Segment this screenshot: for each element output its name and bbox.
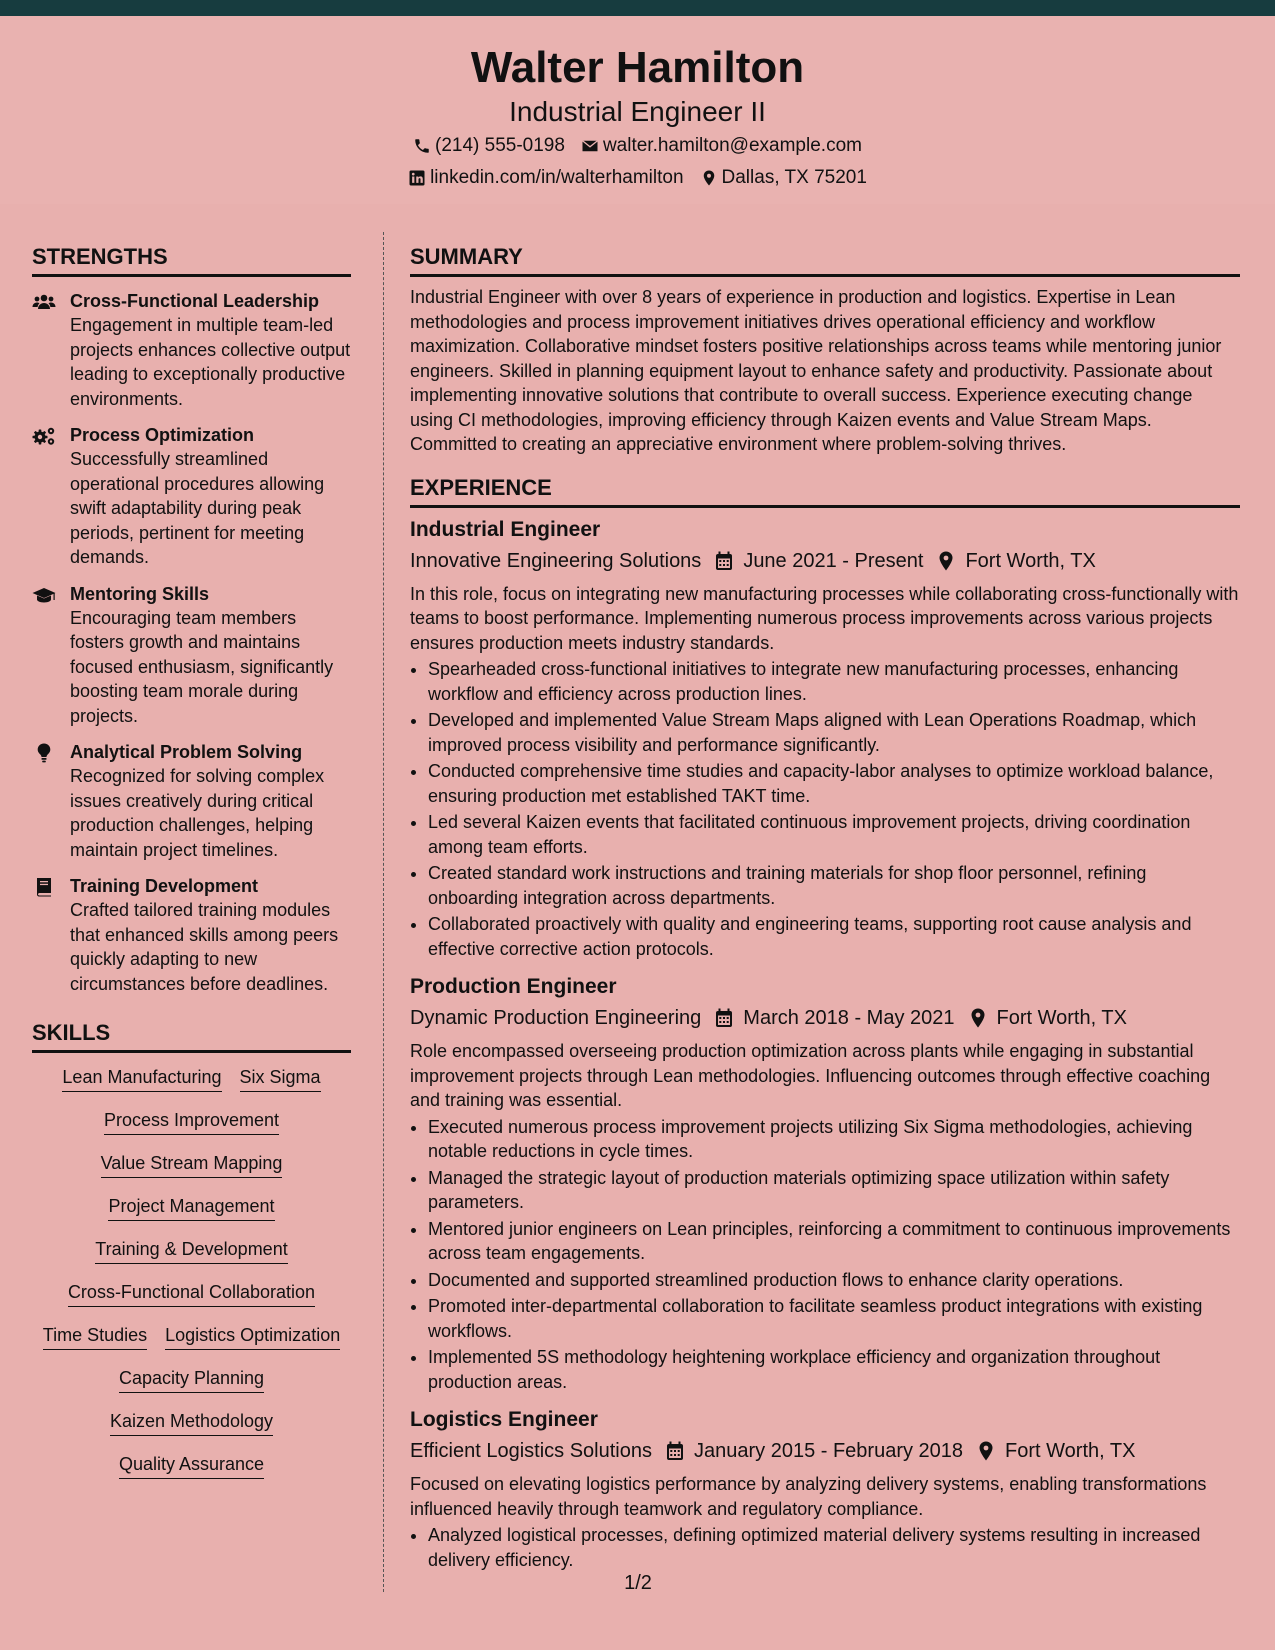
job-entry xyxy=(410,973,1240,1394)
job-bullets xyxy=(410,1523,1240,1572)
skills-list xyxy=(32,1065,351,1479)
skill-tag: Quality Assurance xyxy=(119,1452,264,1479)
calendar-icon xyxy=(666,1441,684,1461)
job-meta xyxy=(410,1436,1240,1466)
contact-row-1 xyxy=(0,133,1275,159)
job-location: Fort Worth, TX xyxy=(996,1007,1127,1029)
strength-desc: Crafted tailored training modules that enhanced skills among peers quickly adapting to new circumstances before deadlines. xyxy=(70,900,339,994)
job-title: Industrial Engineer xyxy=(410,517,601,541)
summary-heading: SUMMARY xyxy=(410,242,1240,277)
users-icon xyxy=(32,292,56,312)
calendar-icon xyxy=(715,551,733,571)
skill-tag: Value Stream Mapping xyxy=(101,1151,283,1178)
job-title: Production Engineer xyxy=(410,975,617,998)
list-item: • Executed numerous process improvement projects utilizing Six Sigma methodologies, achieving notable reductions in cycle times. xyxy=(428,1115,1240,1164)
contact-phone xyxy=(413,133,565,159)
list-item: • Implemented 5S methodology heightening workplace efficiency and organization throughout production areas. xyxy=(428,1345,1240,1394)
lightbulb-icon xyxy=(32,743,56,763)
job-location: Fort Worth, TX xyxy=(1005,1440,1136,1462)
job-meta xyxy=(410,1003,1240,1033)
strengths-heading: STRENGTHS xyxy=(32,242,351,277)
list-item: • Conducted comprehensive time studies and capacity-labor analyses to optimize workload balance, ensuring production met established TAKT time. xyxy=(428,759,1240,808)
skill-tag: Time Studies xyxy=(43,1323,147,1350)
strength-item xyxy=(32,874,351,996)
strength-desc: Encouraging team members fosters growth and maintains focused enthusiasm, significantly boosting team morale during projects. xyxy=(70,607,334,726)
graduation-cap-icon xyxy=(32,585,56,605)
phone-text: (214) 555-0198 xyxy=(435,135,565,156)
strength-title: Cross-Functional Leadership xyxy=(70,291,320,311)
strength-desc: Engagement in multiple team-led projects enhances collective output leading to exceptionally productive environments. xyxy=(70,315,351,409)
experience-heading: EXPERIENCE xyxy=(410,473,1240,508)
top-accent-bar xyxy=(0,0,1275,16)
skill-tag: Six Sigma xyxy=(240,1065,321,1092)
job-title: Logistics Engineer xyxy=(410,1408,598,1431)
list-item: • Collaborated proactively with quality and engineering teams, supporting root cause analysis and effective corrective action protocols. xyxy=(428,912,1240,961)
job-description: Focused on elevating logistics performance by analyzing delivery systems, enabling transformations influenced heavily through teamwork and regulatory compliance. xyxy=(410,1474,1207,1519)
resume-header xyxy=(0,16,1275,204)
contact-row-2 xyxy=(0,165,1275,191)
strength-title: Analytical Problem Solving xyxy=(70,742,303,762)
contact-email[interactable] xyxy=(581,133,862,159)
candidate-name: Walter Hamilton xyxy=(470,43,805,92)
job-meta xyxy=(410,546,1240,576)
strength-desc: Recognized for solving complex issues creatively during critical production challenges, helping maintain project timelines. xyxy=(70,766,325,860)
page-number: 1/2 xyxy=(624,1572,652,1594)
right-column xyxy=(410,242,1240,1574)
job-location: Fort Worth, TX xyxy=(965,549,1096,572)
skills-heading: SKILLS xyxy=(32,1018,351,1053)
job-description: In this role, focus on integrating new manufacturing processes while collaborating cross-functionally with teams to boost performance. Implementing numerous process improvements across various projects ensures production meets industry standards. xyxy=(410,583,1239,653)
contact-linkedin[interactable] xyxy=(408,165,683,191)
strength-title: Mentoring Skills xyxy=(70,583,210,604)
book-icon xyxy=(32,877,56,897)
skill-tag: Cross-Functional Collaboration xyxy=(68,1280,315,1307)
location-text: Dallas, TX 75201 xyxy=(721,167,867,188)
strength-item xyxy=(32,740,351,862)
contact-location xyxy=(700,165,867,191)
skill-tag: Process Improvement xyxy=(104,1108,279,1135)
skill-tag: Capacity Planning xyxy=(119,1366,264,1393)
map-pin-icon xyxy=(700,169,718,187)
map-pin-icon xyxy=(969,1008,987,1028)
skill-tag: Logistics Optimization xyxy=(165,1323,340,1350)
skill-tag: Kaizen Methodology xyxy=(110,1409,273,1436)
summary-text: Industrial Engineer with over 8 years of experience in production and logistics. Expertise in Lean methodologies and process improvement initiatives drives operational efficiency and workflow maximization. Collaborative mindset fosters positive relationships across teams while mentoring junior engineers. Skilled in planning equipment layout to enhance safety and productivity. Passionate about implementing innovative solutions that contribute to overall success. Experience executing change using CI methodologies, improving efficiency through Kaizen events and Value Stream Maps. Committed to creating an appreciative environment where problem-solving thrives. xyxy=(410,287,1222,454)
strength-title: Process Optimization xyxy=(70,425,255,445)
list-item: • Developed and implemented Value Stream Maps aligned with Lean Operations Roadmap, which improved process visibility and performance significantly. xyxy=(428,708,1240,757)
list-item: • Created standard work instructions and training materials for shop floor personnel, refining onboarding integration across departments. xyxy=(428,861,1240,910)
envelope-icon xyxy=(581,137,599,155)
email-text[interactable]: walter.hamilton@example.com xyxy=(602,135,862,156)
job-company: Innovative Engineering Solutions xyxy=(410,549,702,572)
list-item: • Managed the strategic layout of production materials optimizing space utilization within safety parameters. xyxy=(428,1166,1240,1215)
job-dates: January 2015 - February 2018 xyxy=(693,1440,964,1462)
gears-icon xyxy=(32,426,56,446)
candidate-title: Industrial Engineer II xyxy=(509,96,766,127)
job-entry xyxy=(410,1406,1240,1572)
strength-desc: Successfully streamlined operational procedures allowing swift adaptability during peak periods, pertinent for meeting demands. xyxy=(70,449,325,567)
list-item: • Documented and supported streamlined production flows to enhance clarity operations. xyxy=(428,1268,1240,1293)
job-company: Dynamic Production Engineering xyxy=(410,1007,702,1029)
linkedin-icon xyxy=(408,169,426,187)
skill-tag: Lean Manufacturing xyxy=(62,1065,221,1092)
job-entry xyxy=(410,516,1240,962)
strength-item xyxy=(32,423,351,570)
map-pin-icon xyxy=(937,551,955,571)
list-item: • Promoted inter-departmental collaboration to facilitate seamless product integrations with existing workflows. xyxy=(428,1294,1240,1343)
strength-title: Training Development xyxy=(70,876,259,896)
job-dates: March 2018 - May 2021 xyxy=(743,1007,955,1029)
job-description: Role encompassed overseeing production optimization across plants while engaging in substantial improvement projects through Lean methodologies. Influencing outcomes through effective coaching and training was essential. xyxy=(410,1041,1211,1110)
column-divider xyxy=(383,232,384,1592)
phone-icon xyxy=(413,137,431,155)
skill-tag: Project Management xyxy=(108,1194,274,1221)
skill-tag: Training & Development xyxy=(95,1237,287,1264)
list-item: • Led several Kaizen events that facilitated continuous improvement projects, driving coordination among team efforts. xyxy=(428,810,1240,859)
left-column xyxy=(32,242,351,1479)
linkedin-text[interactable]: linkedin.com/in/walterhamilton xyxy=(430,167,684,188)
list-item: • Mentored junior engineers on Lean principles, reinforcing a commitment to continuous improvements across team engagements. xyxy=(428,1217,1240,1266)
map-pin-icon xyxy=(977,1441,995,1461)
job-bullets xyxy=(410,657,1240,961)
calendar-icon xyxy=(715,1008,733,1028)
strength-item xyxy=(32,582,351,729)
job-company: Efficient Logistics Solutions xyxy=(410,1440,652,1462)
job-bullets xyxy=(410,1115,1240,1395)
list-item: • Analyzed logistical processes, defining optimized material delivery systems resulting in increased delivery efficiency. xyxy=(428,1523,1240,1572)
job-dates: June 2021 - Present xyxy=(743,549,924,572)
strength-item xyxy=(32,289,351,411)
list-item: • Spearheaded cross-functional initiatives to integrate new manufacturing processes, enhancing workflow and efficiency across production lines. xyxy=(428,657,1240,706)
